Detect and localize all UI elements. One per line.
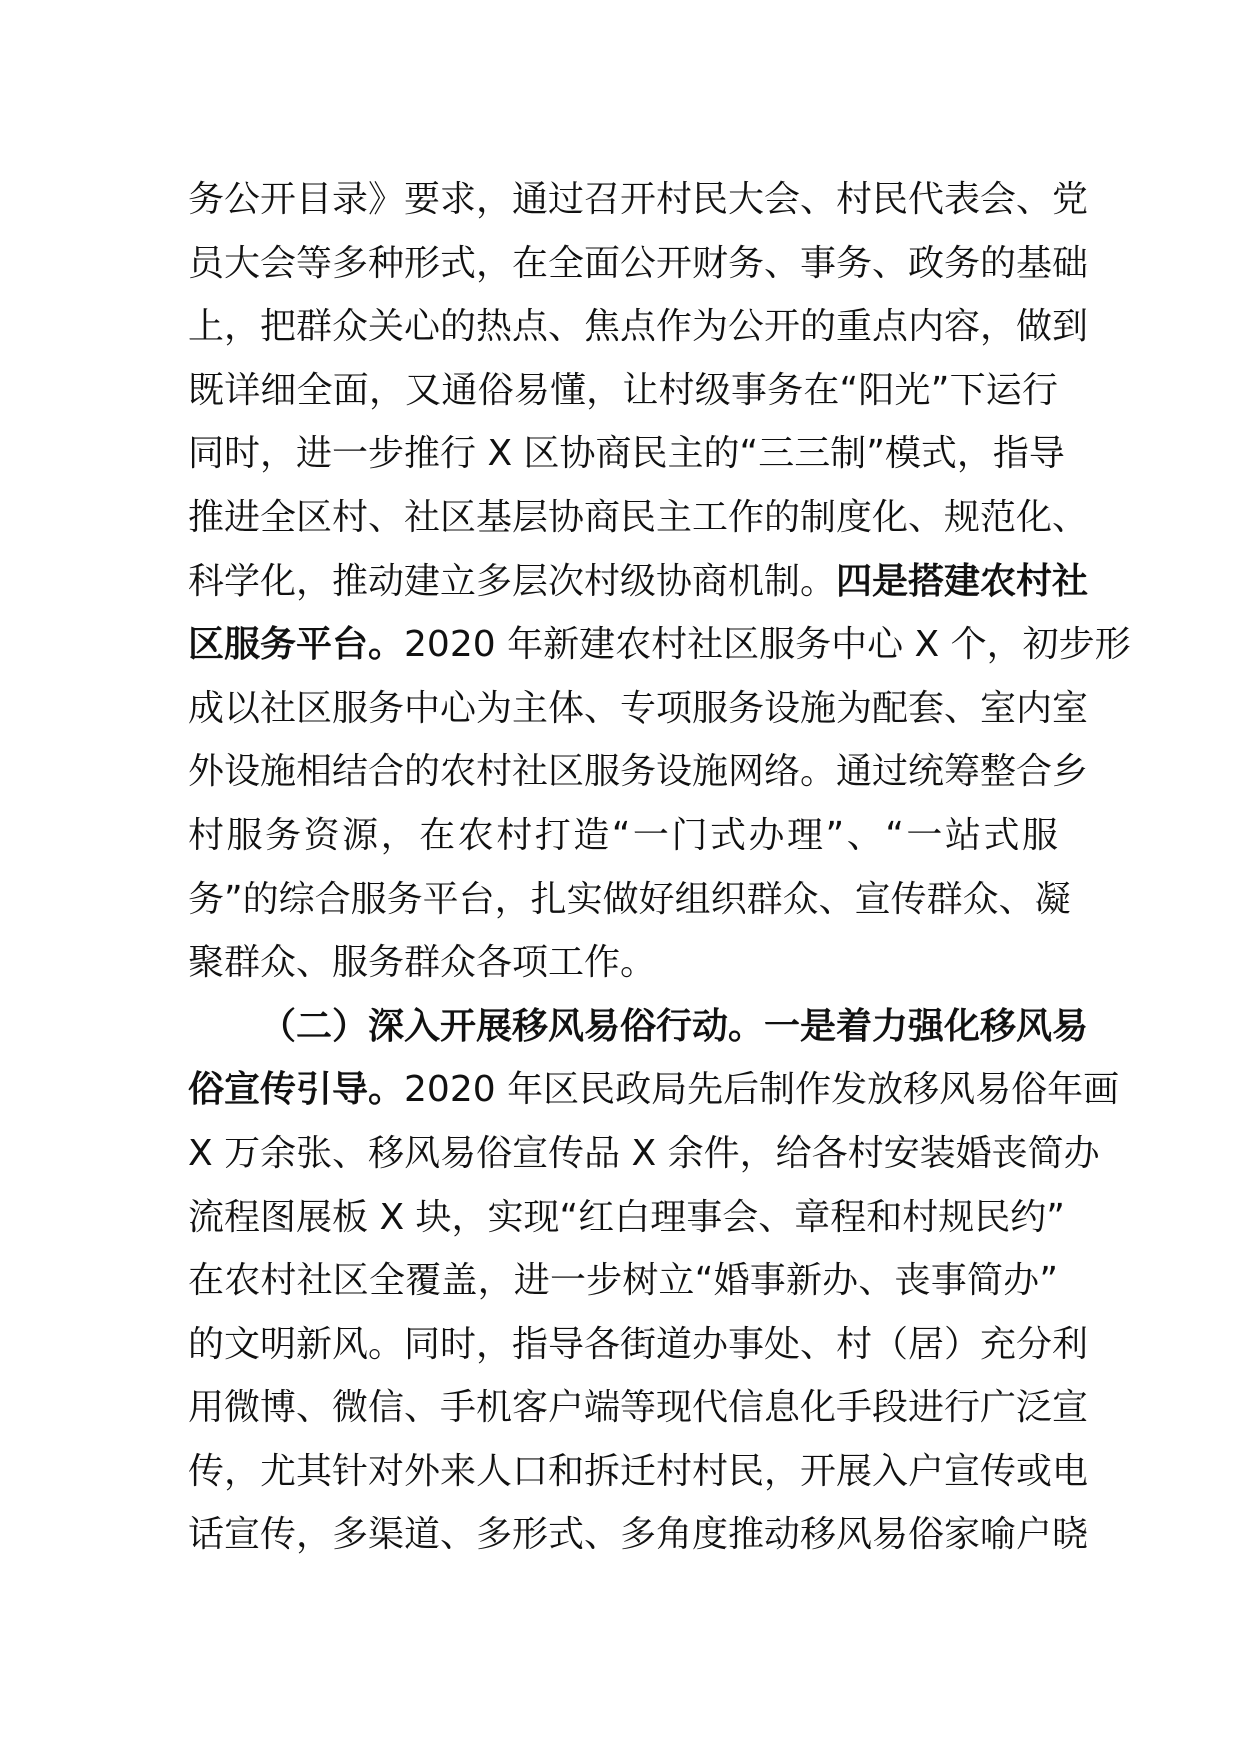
- text-segment: 既详细全面，又通俗易懂，让村级事务在“阳光”下运行: [188, 369, 1058, 411]
- text-segment: 外设施相结合的农村社区服务设施网络。通过统筹整合乡: [188, 751, 1089, 793]
- text-line: [188, 1503, 1089, 1567]
- text-segment: 上，把群众关心的热点、焦点作为公开的重点内容，做到: [188, 306, 1089, 348]
- text-segment: 话宣传，多渠道、多形式、多角度推动移风易俗家喻户晓: [188, 1514, 1089, 1556]
- bold-text-segment: 区服务平台。: [188, 624, 405, 666]
- text-segment: 务公开目录》要求，通过召开村民大会、村民代表会、党: [188, 179, 1089, 220]
- text-segment: 推进全区村、社区基层协商民主工作的制度化、规范化、: [188, 496, 1089, 538]
- text-segment: 传，尤其针对外来人口和拆迁村村民，开展入户宣传或电: [188, 1450, 1089, 1492]
- text-line: [188, 868, 1071, 932]
- text-line: [188, 359, 1058, 423]
- text-line: [188, 931, 1058, 995]
- text-line: [188, 1376, 1089, 1440]
- text-line: [188, 422, 1065, 486]
- bold-text-segment: 四是搭建农村社: [836, 560, 1089, 602]
- text-line: [188, 1122, 1100, 1186]
- text-segment: 2020 年新建农村社区服务中心 X 个，初步形: [404, 624, 1131, 666]
- text-segment: 同时，进一步推行 X 区协商民主的“三三制”模式，指导: [188, 433, 1065, 475]
- bold-text-segment: （二）深入开展移风易俗行动。一是着力强化移风易: [260, 1005, 1089, 1047]
- text-segment: 科学化，推动建立多层次村级协商机制。: [188, 560, 837, 602]
- bold-text-segment: 俗宣传引导。: [188, 1069, 405, 1111]
- text-line: [188, 486, 1089, 550]
- text-segment: X 万余张、移风易俗宣传品 X 余件，给各村安装婚丧简办: [188, 1132, 1100, 1174]
- text-line: [188, 1313, 1089, 1377]
- text-segment: 成以社区服务中心为主体、专项服务设施为配套、室内室: [188, 687, 1089, 729]
- text-line: [188, 613, 1131, 677]
- text-line: [188, 1249, 1058, 1313]
- text-segment: 用微博、微信、手机客户端等现代信息化手段进行广泛宣: [188, 1387, 1089, 1429]
- text-segment: 2020 年区民政局先后制作发放移风易俗年画: [404, 1069, 1120, 1111]
- text-segment: 聚群众、服务群众各项工作。: [188, 942, 657, 984]
- text-segment: 流程图展板 X 块，实现“红白理事会、章程和村规民约”: [188, 1196, 1065, 1238]
- text-segment: 员大会等多种形式，在全面公开财务、事务、政务的基础: [188, 242, 1089, 284]
- text-line: [188, 232, 1089, 296]
- text-line: [188, 804, 1058, 868]
- text-segment: 在农村社区全覆盖，进一步树立“婚事新办、丧事简办”: [188, 1260, 1058, 1302]
- text-segment: 务”的综合服务平台，扎实做好组织群众、宣传群众、凝: [188, 878, 1071, 920]
- text-line: [188, 295, 1089, 359]
- text-line: [188, 168, 1089, 232]
- text-line: [188, 1058, 1120, 1122]
- document-body: [188, 168, 1131, 1567]
- text-line: [188, 740, 1089, 804]
- text-line: [188, 677, 1089, 741]
- text-segment: 的文明新风。同时，指导各街道办事处、村（居）充分利: [188, 1323, 1089, 1365]
- text-line: [188, 550, 1089, 614]
- text-segment: 村服务资源，在农村打造“一门式办理”、“一站式服: [188, 814, 1058, 856]
- text-line: [188, 1186, 1065, 1250]
- text-line: [188, 1440, 1089, 1504]
- text-line: [188, 995, 1089, 1059]
